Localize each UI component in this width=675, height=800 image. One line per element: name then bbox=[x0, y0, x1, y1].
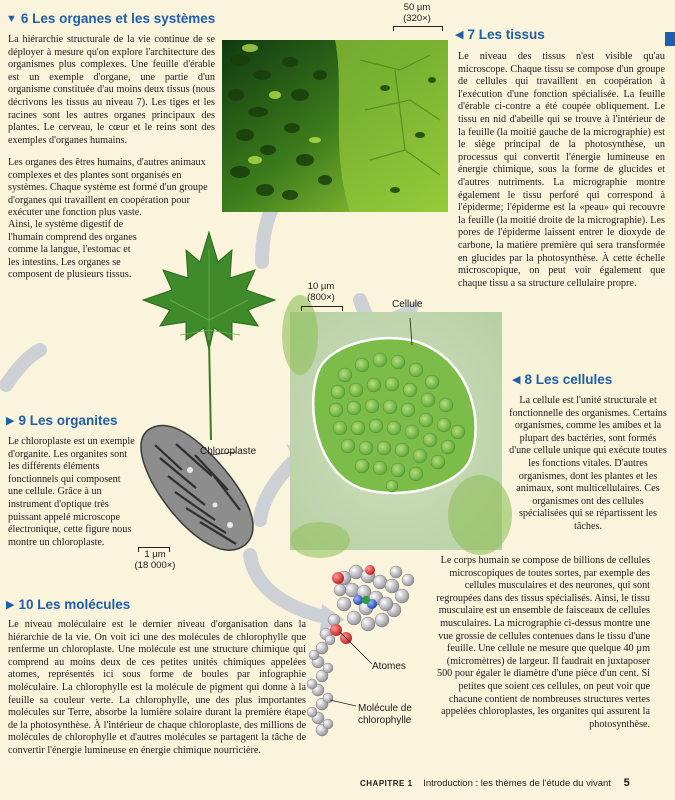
cell-scale-text: 10 µm bbox=[307, 281, 335, 292]
page-number: 5 bbox=[623, 777, 630, 789]
chloroplast-micrograph bbox=[141, 426, 253, 551]
section-9-heading-text: 9 Les organites bbox=[18, 413, 118, 428]
section-8-paragraph-2: Le corps humain se compose de billions de cellules microscopiques de toutes sortes, par exemple des cellules musculaires et des neurones, qui sont regroupées dans des tissus spécialisés. Ainsi, le tissu musculaire est un ensemble de faisceaux de cellules musculaires. La micrographie ci-dessus montre une vue grossie de cellules contenues dans le tissu d'une feuille. Une cellule ne mesure que quelque 40 µm (micromètres) de largeur. Il faudrait en juxtaposer 500 pour égaler le diamètre d'une pièce d'un cent. Si petites que soient ces cellules, on peut voir que chacune contient de nombreuses structures vertes appelées chloroplastes, les organites qui assurent la photosynthèse. bbox=[436, 555, 650, 730]
section-7-body: Le niveau des tissus n'est visible qu'au microscope. Chaque tissu se compose d'un groupe de cellules qui travaillent en coopération à l'exécution d'une fonction spécialisée. La feuille d'érable ci-contre a été coupée obliquement. Le tissu en nid d'abeille qui se trouve à l'intérieur de la feuille (la moitié gauche de la micrographie) est le siège principal de la photosynthèse, un processus qui convertit l'énergie lumineuse en énergie chimique, sous la forme de glucides et d'autres nutriments. La micrographie montre également le tissu perforé qui correspond à l'épiderme; l'épiderme est la «peau» qui recouvre la feuille (la moitié droite de la micrographie). Les pores de l'épiderme laissent entrer le dioxyde de carbone, la matière première qui sera transformée en glucides par la photosynthèse. À cette échelle microscopique, on peut voir également que chaque tissu a sa structure cellulaire propre. bbox=[458, 51, 665, 289]
section-10-heading bbox=[6, 597, 130, 612]
page-footer bbox=[360, 777, 630, 789]
cell-scale-line bbox=[301, 306, 343, 311]
tissue-micrograph bbox=[222, 40, 448, 212]
triangle-down-icon: ▼ bbox=[6, 12, 17, 25]
footer-title: Introduction : les thèmes de l'étude du vivant bbox=[423, 778, 611, 789]
triangle-right-icon: ▶ bbox=[6, 599, 15, 611]
tissue-scale-text: 50 µm bbox=[403, 2, 431, 13]
triangle-right-icon: ▶ bbox=[6, 415, 15, 427]
section-6-paragraph-2: Les organes des êtres humains, d'autres animaux complexes et des plantes sont organisés en systèmes. Chaque système est formé d'un groupe d'organes qui travaillent en coopération pour exécuter une fonction plus vaste. bbox=[8, 157, 208, 219]
section-8-heading-text: 8 Les cellules bbox=[524, 372, 613, 387]
triangle-left-icon: ◀ bbox=[455, 29, 464, 41]
atoms-label: Atomes bbox=[372, 661, 406, 672]
section-6-paragraph-1: La hiérarchie structurale de la vie continue de se déployer à mesure qu'on explore l'architecture des organismes plus complexes. Une feuille d'érable est un exemple d'organe, une partie d'un organisme constituée d'au moins deux tissus (nous décrivons les tissus au niveau 7). Les tiges et les racines sont les autres organes principaux des plantes. Le cerveau, le cœur et le reins sont des exemples d'organes humains. bbox=[8, 34, 215, 146]
section-9-heading bbox=[6, 413, 118, 428]
section-7-heading bbox=[455, 27, 545, 42]
cell-label: Cellule bbox=[392, 299, 423, 310]
section-10-body: Le niveau moléculaire est le dernier niveau d'organisation dans la hiérarchie de la vie. On voit ici une des molécules de chlorophylle que renferme un chloroplaste. Une molécule est une structure chimique qui comprend au moins deux de ces petites unités chimiques appelées atomes, représentés ici sous forme de boules par infographie moléculaire. La chlorophylle est la molécule de pigment qui donne à la feuille sa couleur verte. La chlorophylle, une des plus importantes molécules sur Terre, absorbe la lumière solaire durant la première étape de la photosynthèse. À l'intérieur de chaque chloroplaste, des millions de molécules de chlorophylle et d'autres molécules se partagent la tâche de convertir l'énergie lumineuse en énergie chimique nourricière. bbox=[8, 619, 306, 756]
triangle-left-icon: ◀ bbox=[512, 374, 521, 386]
section-9-body: Le chloroplaste est un exemple d'organite. Les organites sont les différents éléments fonctionnels qui composent une cellule. Grâce à un instrument d'optique très puissant appelé microscope électronique, cette figure nous montre un chloroplaste. bbox=[8, 436, 135, 548]
tissue-scale-bar bbox=[392, 2, 442, 24]
molecule-label-line-1: Molécule de bbox=[358, 703, 412, 714]
chloroplast-magnification: (18 000×) bbox=[134, 560, 176, 571]
chloroplast-label: Chloroplaste bbox=[200, 446, 257, 457]
cell-scale-bar bbox=[298, 281, 344, 303]
chloroplast-scale-text: 1 µm bbox=[144, 549, 166, 560]
section-6-paragraph-3: Ainsi, le système digestif de l'humain comprend des organes comme la langue, l'estomac et les intestins. Les organes se composent de plusieurs tissus. bbox=[8, 219, 137, 281]
page-edge-tab bbox=[665, 32, 675, 46]
tissue-magnification: (320×) bbox=[403, 13, 431, 24]
section-6-heading-text: 6 Les organes et les systèmes bbox=[20, 11, 216, 26]
section-8-paragraph-1: La cellule est l'unité structurale et fonctionnelle des organismes. Certains organismes, comme les amibes et la plupart des bactéries, sont formés d'une cellule unique qui exécute toutes les fonctions vitales. D'autres organismes, dont les plantes et les animaux, sont multicellulaires. Ces organismes ont des cellules spécialisées qui se répartissent les tâches. bbox=[509, 395, 667, 532]
section-10-heading-text: 10 Les molécules bbox=[18, 597, 131, 612]
chloroplast-scale-bar bbox=[128, 549, 182, 571]
cell-micrograph bbox=[282, 295, 512, 558]
footer-chapter: CHAPITRE 1 bbox=[360, 779, 413, 788]
cell-magnification: (800×) bbox=[307, 292, 335, 303]
section-7-heading-text: 7 Les tissus bbox=[467, 27, 545, 42]
tissue-scale-line bbox=[393, 26, 443, 31]
molecule-label-line-2: chlorophylle bbox=[358, 715, 412, 726]
section-8-heading bbox=[512, 372, 612, 387]
section-6-heading bbox=[6, 11, 215, 26]
